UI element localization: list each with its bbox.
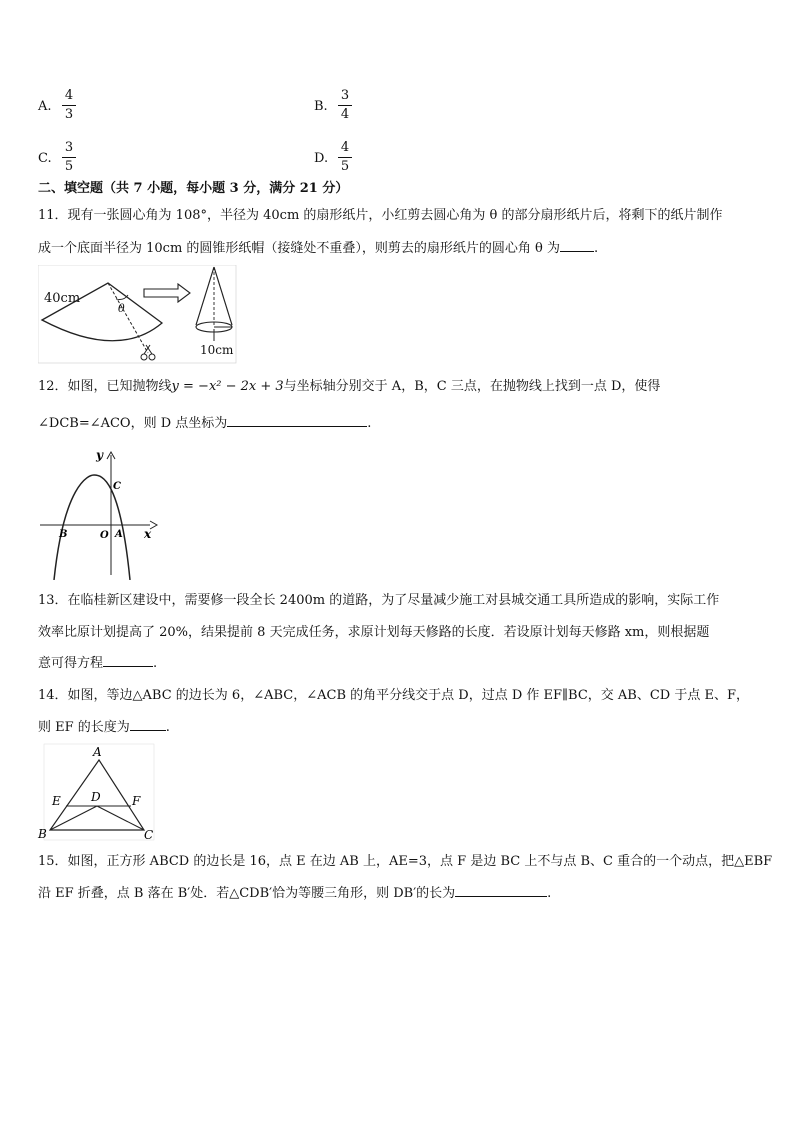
q13-answer-blank <box>103 666 153 667</box>
fraction-bar <box>62 157 76 158</box>
q15-line2-end: . <box>547 886 552 901</box>
option-b-denominator: 4 <box>340 107 350 122</box>
option-c-fraction <box>62 140 76 175</box>
q14-line2-end: . <box>165 720 170 735</box>
q14-label-b: B <box>38 827 47 841</box>
q14-figure <box>36 743 156 841</box>
q11-label-theta: θ <box>118 302 125 315</box>
q12-label-o: O <box>100 530 109 541</box>
q11-answer-blank <box>560 251 594 252</box>
q11-cone-left <box>196 267 214 325</box>
q11-cone-right <box>214 267 232 325</box>
option-a-denominator: 3 <box>64 107 74 122</box>
option-d-denominator: 5 <box>340 159 350 174</box>
option-a-fraction <box>62 88 76 123</box>
option-c-numerator: 3 <box>64 140 74 155</box>
option-c-label: C. <box>38 151 52 166</box>
section-title: 二、填空题（共 7 小题，每小题 3 分，满分 21 分） <box>38 181 349 196</box>
q12-line1 <box>38 378 660 396</box>
q13-line3 <box>38 655 157 673</box>
q12-line1-post: 与坐标轴分别交于 A，B，C 三点，在抛物线上找到一点 D，使得 <box>283 379 661 394</box>
q15-line2-text: 沿 EF 折叠，点 B 落在 B′处．若△CDB′恰为等腰三角形，则 DB′的长为 <box>38 886 456 901</box>
q15-line1: 15．如图，正方形 ABCD 的边长是 16，点 E 在边 AB 上，AE=3，点 F 是边 BC 上不与点 B、C 重合的一个动点，把△EBF <box>38 854 773 869</box>
q11-line2-text: 成一个底面半径为 10cm 的圆锥形纸帽（接缝处不重叠），则剪去的扇形纸片的圆心角 θ 为 <box>38 241 561 256</box>
option-c-denominator: 5 <box>64 159 74 174</box>
option-b-numerator: 3 <box>340 88 350 103</box>
q11-line1: 11．现有一张圆心角为 108°，半径为 40cm 的扇形纸片，小红剪去圆心角为 θ 的部分扇形纸片后，将剩下的纸片制作 <box>38 208 723 223</box>
q12-label-b: B <box>59 529 68 540</box>
q12-label-x: x <box>144 527 152 541</box>
option-a-label: A. <box>38 99 52 114</box>
q14-line2 <box>38 719 170 737</box>
q11-line2-end: . <box>594 241 599 256</box>
q11-line2 <box>38 240 598 258</box>
q14-label-e: E <box>52 794 61 808</box>
q14-label-d: D <box>91 790 101 804</box>
q12-line2-end: . <box>367 416 372 431</box>
q14-bisector-b <box>50 806 97 830</box>
q11-figure <box>38 265 238 365</box>
q14-label-c: C <box>144 828 154 841</box>
q12-equation: y = −x² − 2x + 3 <box>171 379 284 394</box>
q12-line2-text: ∠DCB=∠ACO，则 D 点坐标为 <box>38 416 228 431</box>
option-a-numerator: 4 <box>64 88 74 103</box>
q12-line2 <box>38 415 371 433</box>
q14-line2-text: 则 EF 的长度为 <box>38 720 130 735</box>
q13-line3-text: 意可得方程 <box>38 656 104 671</box>
fraction-bar <box>338 157 352 158</box>
q13-line3-end: . <box>153 656 158 671</box>
option-b-fraction <box>338 88 352 123</box>
q11-label-base: 10cm <box>200 343 234 357</box>
option-d-label: D. <box>314 151 329 166</box>
q15-line2 <box>38 885 551 903</box>
q12-line1-pre: 12．如图，已知抛物线 <box>38 379 172 394</box>
q14-label-f: F <box>132 794 141 808</box>
q11-label-radius: 40cm <box>44 291 81 306</box>
q14-label-a: A <box>93 745 102 759</box>
fraction-bar <box>62 105 76 106</box>
q13-line1: 13．在临桂新区建设中，需要修一段全长 2400m 的道路，为了尽量减少施工对县城交通工具所造成的影响，实际工作 <box>38 593 720 608</box>
q12-answer-blank <box>227 426 367 427</box>
q12-label-a: A <box>115 529 123 540</box>
option-b-label: B. <box>314 99 328 114</box>
fraction-bar <box>338 105 352 106</box>
q12-label-y: y <box>96 448 103 462</box>
option-d-numerator: 4 <box>340 140 350 155</box>
option-d-fraction <box>338 140 352 175</box>
q14-answer-blank <box>130 730 166 731</box>
right-arrow-icon <box>144 284 190 302</box>
q13-line2: 效率比原计划提高了 20%，结果提前 8 天完成任务，求原计划每天修路的长度．若设原计划每天修路 xm，则根据题 <box>38 625 710 640</box>
q15-answer-blank <box>455 896 547 897</box>
q14-line1: 14．如图，等边△ABC 的边长为 6，∠ABC，∠ACB 的角平分线交于点 D，过点 D 作 EF∥BC，交 AB、CD 于点 E、F， <box>38 688 749 703</box>
q12-label-c: C <box>113 481 121 492</box>
q12-figure <box>38 445 163 580</box>
